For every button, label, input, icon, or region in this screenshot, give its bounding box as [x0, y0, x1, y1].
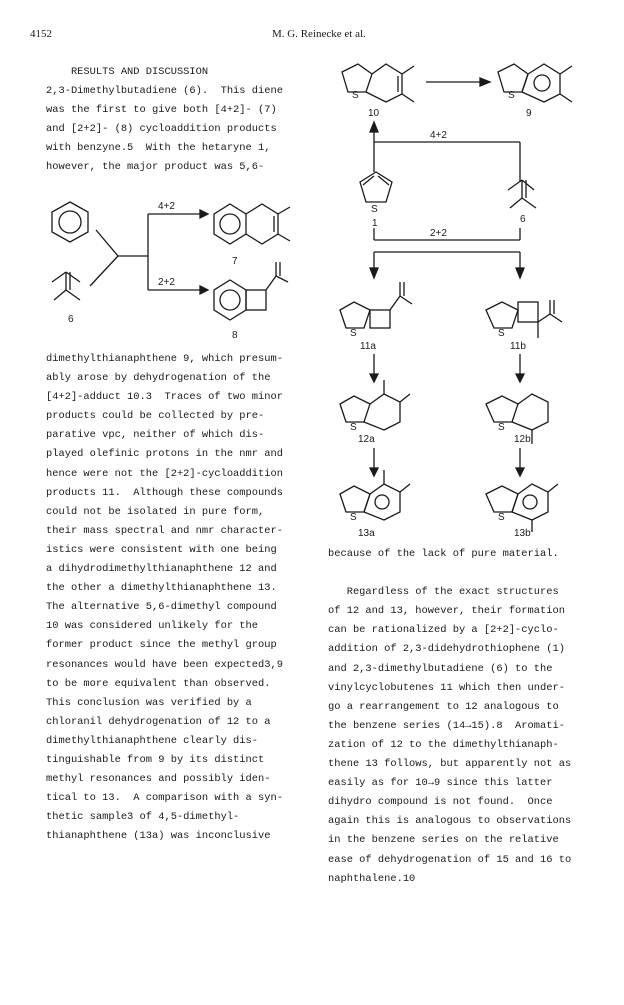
left-column-top-text	[46, 63, 283, 178]
text-line: products could be collected by pre-	[46, 410, 265, 423]
text-line: of 12 and 13, however, their formation	[328, 605, 565, 618]
text-line: and 2,3-dimethylbutadiene (6) to the	[328, 662, 553, 675]
text-line: resonances would have been expected3,9	[46, 658, 283, 671]
arrow-label-2plus2: 2+2	[430, 228, 447, 239]
text-line: their mass spectral and nmr character-	[46, 524, 283, 537]
arrow-label-2plus2: 2+2	[158, 277, 175, 288]
text-line: products 11. Although these compounds	[46, 486, 283, 499]
label-8: 8	[232, 330, 238, 341]
text-line: The alternative 5,6-dimethyl compound	[46, 601, 277, 614]
label-1: 1	[372, 218, 378, 229]
compound-13b-structure	[486, 484, 558, 532]
compound-11a-structure	[340, 282, 412, 339]
text-line: thianaphthene (13a) was inconclusive	[46, 830, 271, 843]
compound-12a-structure	[340, 380, 410, 433]
text-line: chloranil dehydrogenation of 12 to a	[46, 715, 271, 728]
text-line: parative vpc, neither of which dis-	[46, 429, 265, 442]
text-line: hence were not the [2+2]-cycloaddition	[46, 467, 283, 480]
text-line: ease of dehydrogenation of 15 and 16 to	[328, 853, 572, 866]
sulfur-label-13a: S	[350, 512, 357, 523]
label-7: 7	[232, 256, 238, 267]
text-line: RESULTS AND DISCUSSION	[46, 66, 209, 78]
label-12b: 12b	[514, 434, 531, 445]
text-line: easily as for 10→9 since this latter	[328, 777, 553, 790]
label-10: 10	[368, 108, 380, 119]
right-reaction-scheme	[330, 52, 600, 542]
sulfur-label-10: S	[352, 90, 359, 101]
compound-10-structure	[342, 64, 414, 102]
text-line: naphthalene.10	[328, 872, 416, 885]
text-line: This conclusion was verified by a	[46, 696, 252, 709]
label-12a: 12a	[358, 434, 375, 445]
text-line: tinguishable from 9 by its distinct	[46, 753, 265, 766]
text-line: and [2+2]- (8) cycloaddition products	[46, 123, 277, 136]
text-line: zation of 12 to the dimethylthianaph-	[328, 738, 559, 751]
product-8-structure	[214, 262, 288, 320]
sulfur-label-1: S	[371, 204, 378, 215]
text-line: ably arose by dehydrogenation of the	[46, 372, 271, 385]
text-line: methyl resonances and possibly iden-	[46, 773, 271, 786]
text-line: istics were consistent with one being	[46, 543, 277, 556]
sulfur-label-12b: S	[498, 422, 505, 433]
text-line: with benzyne.5 With the hetaryne 1,	[46, 142, 271, 155]
text-line: dimethylthianaphthene 9, which presum-	[46, 353, 283, 365]
sulfur-label-12a: S	[350, 422, 357, 433]
label-11a: 11a	[360, 341, 376, 352]
arrow-label-4plus2: 4+2	[158, 201, 175, 212]
didehydrothiophene-structure	[360, 172, 392, 215]
text-line: thene 13 follows, but apparently not as	[328, 758, 572, 771]
text-line: could not be isolated in pure form,	[46, 505, 265, 518]
text-line: can be rationalized by a [2+2]-cyclo-	[328, 624, 559, 637]
left-reaction-scheme	[40, 190, 320, 340]
benzyne-structure	[52, 202, 88, 242]
text-line: however, the major product was 5,6-	[46, 161, 265, 174]
text-line: vinylcyclobutenes 11 which then under-	[328, 681, 565, 694]
compound-9-structure	[498, 64, 572, 102]
running-head: M. G. Reinecke et al.	[272, 28, 366, 40]
text-line: thetic sample3 of 4,5-dimethyl-	[46, 811, 240, 824]
text-line: because of the lack of pure material.	[328, 548, 559, 560]
sulfur-label-11b: S	[498, 328, 505, 339]
label-13a: 13a	[358, 528, 375, 539]
sulfur-label-11a: S	[350, 328, 357, 339]
right-column-bottom-text	[328, 545, 571, 889]
sulfur-label-9: S	[508, 90, 515, 101]
dimethylbutadiene-structure	[52, 272, 80, 300]
text-line: 2,3-Dimethylbutadiene (6). This diene	[46, 85, 283, 98]
text-line: former product since the methyl group	[46, 639, 277, 652]
dimethylbutadiene-structure-right	[508, 180, 536, 208]
text-line: was the first to give both [4+2]- (7)	[46, 104, 277, 117]
compound-13a-structure	[340, 470, 410, 523]
page-number: 4152	[30, 28, 52, 40]
label-6: 6	[68, 314, 74, 325]
text-line: dihydro compound is not found. Once	[328, 796, 553, 809]
product-7-structure	[214, 204, 290, 244]
label-11b: 11b	[510, 341, 526, 352]
label-6-right: 6	[520, 214, 526, 225]
compound-11b-structure	[486, 300, 562, 339]
text-line: addition of 2,3-didehydrothiophene (1)	[328, 643, 565, 656]
text-line: played olefinic protons in the nmr and	[46, 448, 283, 461]
label-9: 9	[526, 108, 532, 119]
text-line: the other a dimethylthianaphthene 13.	[46, 582, 277, 595]
text-line: 10 was considered unlikely for the	[46, 620, 259, 633]
label-13b: 13b	[514, 528, 531, 539]
text-line	[328, 564, 571, 583]
text-line: a dihydrodimethylthianaphthene 12 and	[46, 563, 277, 576]
text-line: to be more equivalent than observed.	[46, 677, 271, 690]
text-line: dimethylthianaphthene clearly dis-	[46, 734, 259, 747]
text-line: [4+2]-adduct 10.3 Traces of two minor	[46, 391, 283, 404]
sulfur-label-13b: S	[498, 512, 505, 523]
text-line: go a rearrangement to 12 analogous to	[328, 700, 559, 713]
text-line: in the benzene series on the relative	[328, 834, 559, 847]
text-line: again this is analogous to observations	[328, 815, 572, 828]
left-column-bottom-text	[46, 350, 283, 846]
text-line: tical to 13. A comparison with a syn-	[46, 792, 283, 805]
text-line: Regardless of the exact structures	[328, 586, 559, 599]
arrow-label-4plus2: 4+2	[430, 130, 447, 141]
text-line: the benzene series (14→15).8 Aromati-	[328, 719, 565, 732]
